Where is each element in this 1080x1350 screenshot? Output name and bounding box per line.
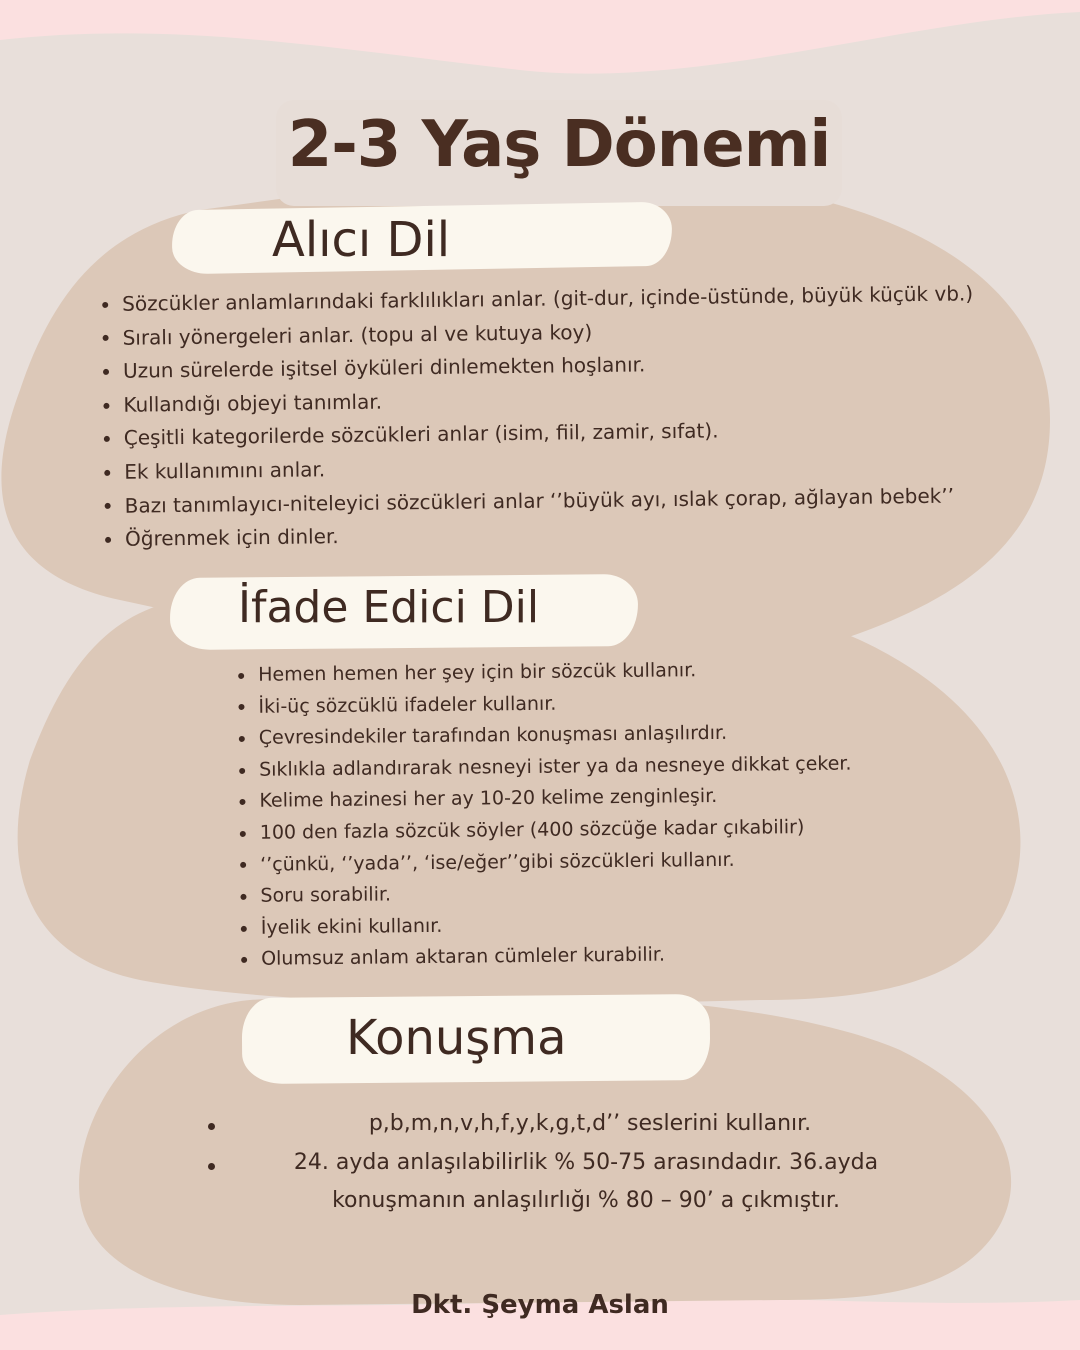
konusma-item-2-line2: konuşmanın anlaşılırlığı % 80 – 90’ a çıkmıştır.	[332, 1188, 840, 1213]
list-item: Sıklıkla adlandırarak nesneyi ister ya da nesneye dikkat çeker.	[237, 748, 852, 786]
list-item: İyelik ekini kullanır.	[239, 906, 854, 944]
list-item: Soru sorabilir.	[238, 875, 853, 913]
list-item: Ek kullanımını anlar.	[102, 445, 975, 489]
ifade-heading: İfade Edici Dil	[238, 582, 540, 633]
ifade-list	[236, 654, 854, 976]
konusma-item-2-line1: 24. ayda anlaşılabilirlik % 50-75 arasındadır. 36.ayda	[293, 1150, 879, 1175]
list-item: Çevresindekiler tarafından konuşması anlaşılırdır.	[237, 717, 852, 755]
list-item: ‘’çünkü, ‘’yada’’, ‘ise/eğer’’gibi sözcükleri kullanır.	[238, 843, 853, 881]
list-item: Çeşitli kategorilerde sözcükleri anlar (isim, fiil, zamir, sıfat).	[102, 412, 975, 456]
list-item: Sıralı yönergeleri anlar. (topu al ve kutuya koy)	[100, 311, 973, 355]
list-item: Bazı tanımlayıcı-niteleyici sözcükleri anlar ‘’büyük ayı, ıslak çorap, ağlayan bebek’’	[102, 479, 975, 523]
konusma-item-1: p,b,m,n,v,h,f,y,k,g,t,d’’ seslerini kullanır.	[368, 1111, 812, 1136]
list-item: 100 den fazla sözcük söyler (400 sözcüğe kadar çıkabilir)	[238, 812, 853, 850]
list-item: Kelime hazinesi her ay 10-20 kelime zenginleşir.	[237, 780, 852, 818]
bullet-icon	[208, 1123, 215, 1130]
list-item: Hemen hemen her şey için bir sözcük kullanır.	[236, 654, 851, 692]
list-item: Uzun sürelerde işitsel öyküleri dinlemekten hoşlanır.	[101, 345, 974, 389]
list-item: Kullandığı objeyi tanımlar.	[101, 378, 974, 422]
page-title: 2-3 Yaş Dönemi	[287, 108, 831, 182]
alici-list	[100, 277, 976, 556]
list-item: İki-üç sözcüklü ifadeler kullanır.	[236, 685, 851, 723]
list-item: Sözcükler anlamlarındaki farklılıkları anlar. (git-dur, içinde-üstünde, büyük küçük vb.)	[100, 277, 973, 321]
alici-heading: Alıcı Dil	[272, 212, 451, 268]
list-item: Öğrenmek için dinler.	[103, 512, 976, 556]
konusma-heading: Konuşma	[346, 1010, 567, 1066]
list-item: Olumsuz anlam aktaran cümleler kurabilir.	[239, 938, 854, 976]
author-signature: Dkt. Şeyma Aslan	[411, 1290, 669, 1320]
bullet-icon	[208, 1163, 215, 1170]
